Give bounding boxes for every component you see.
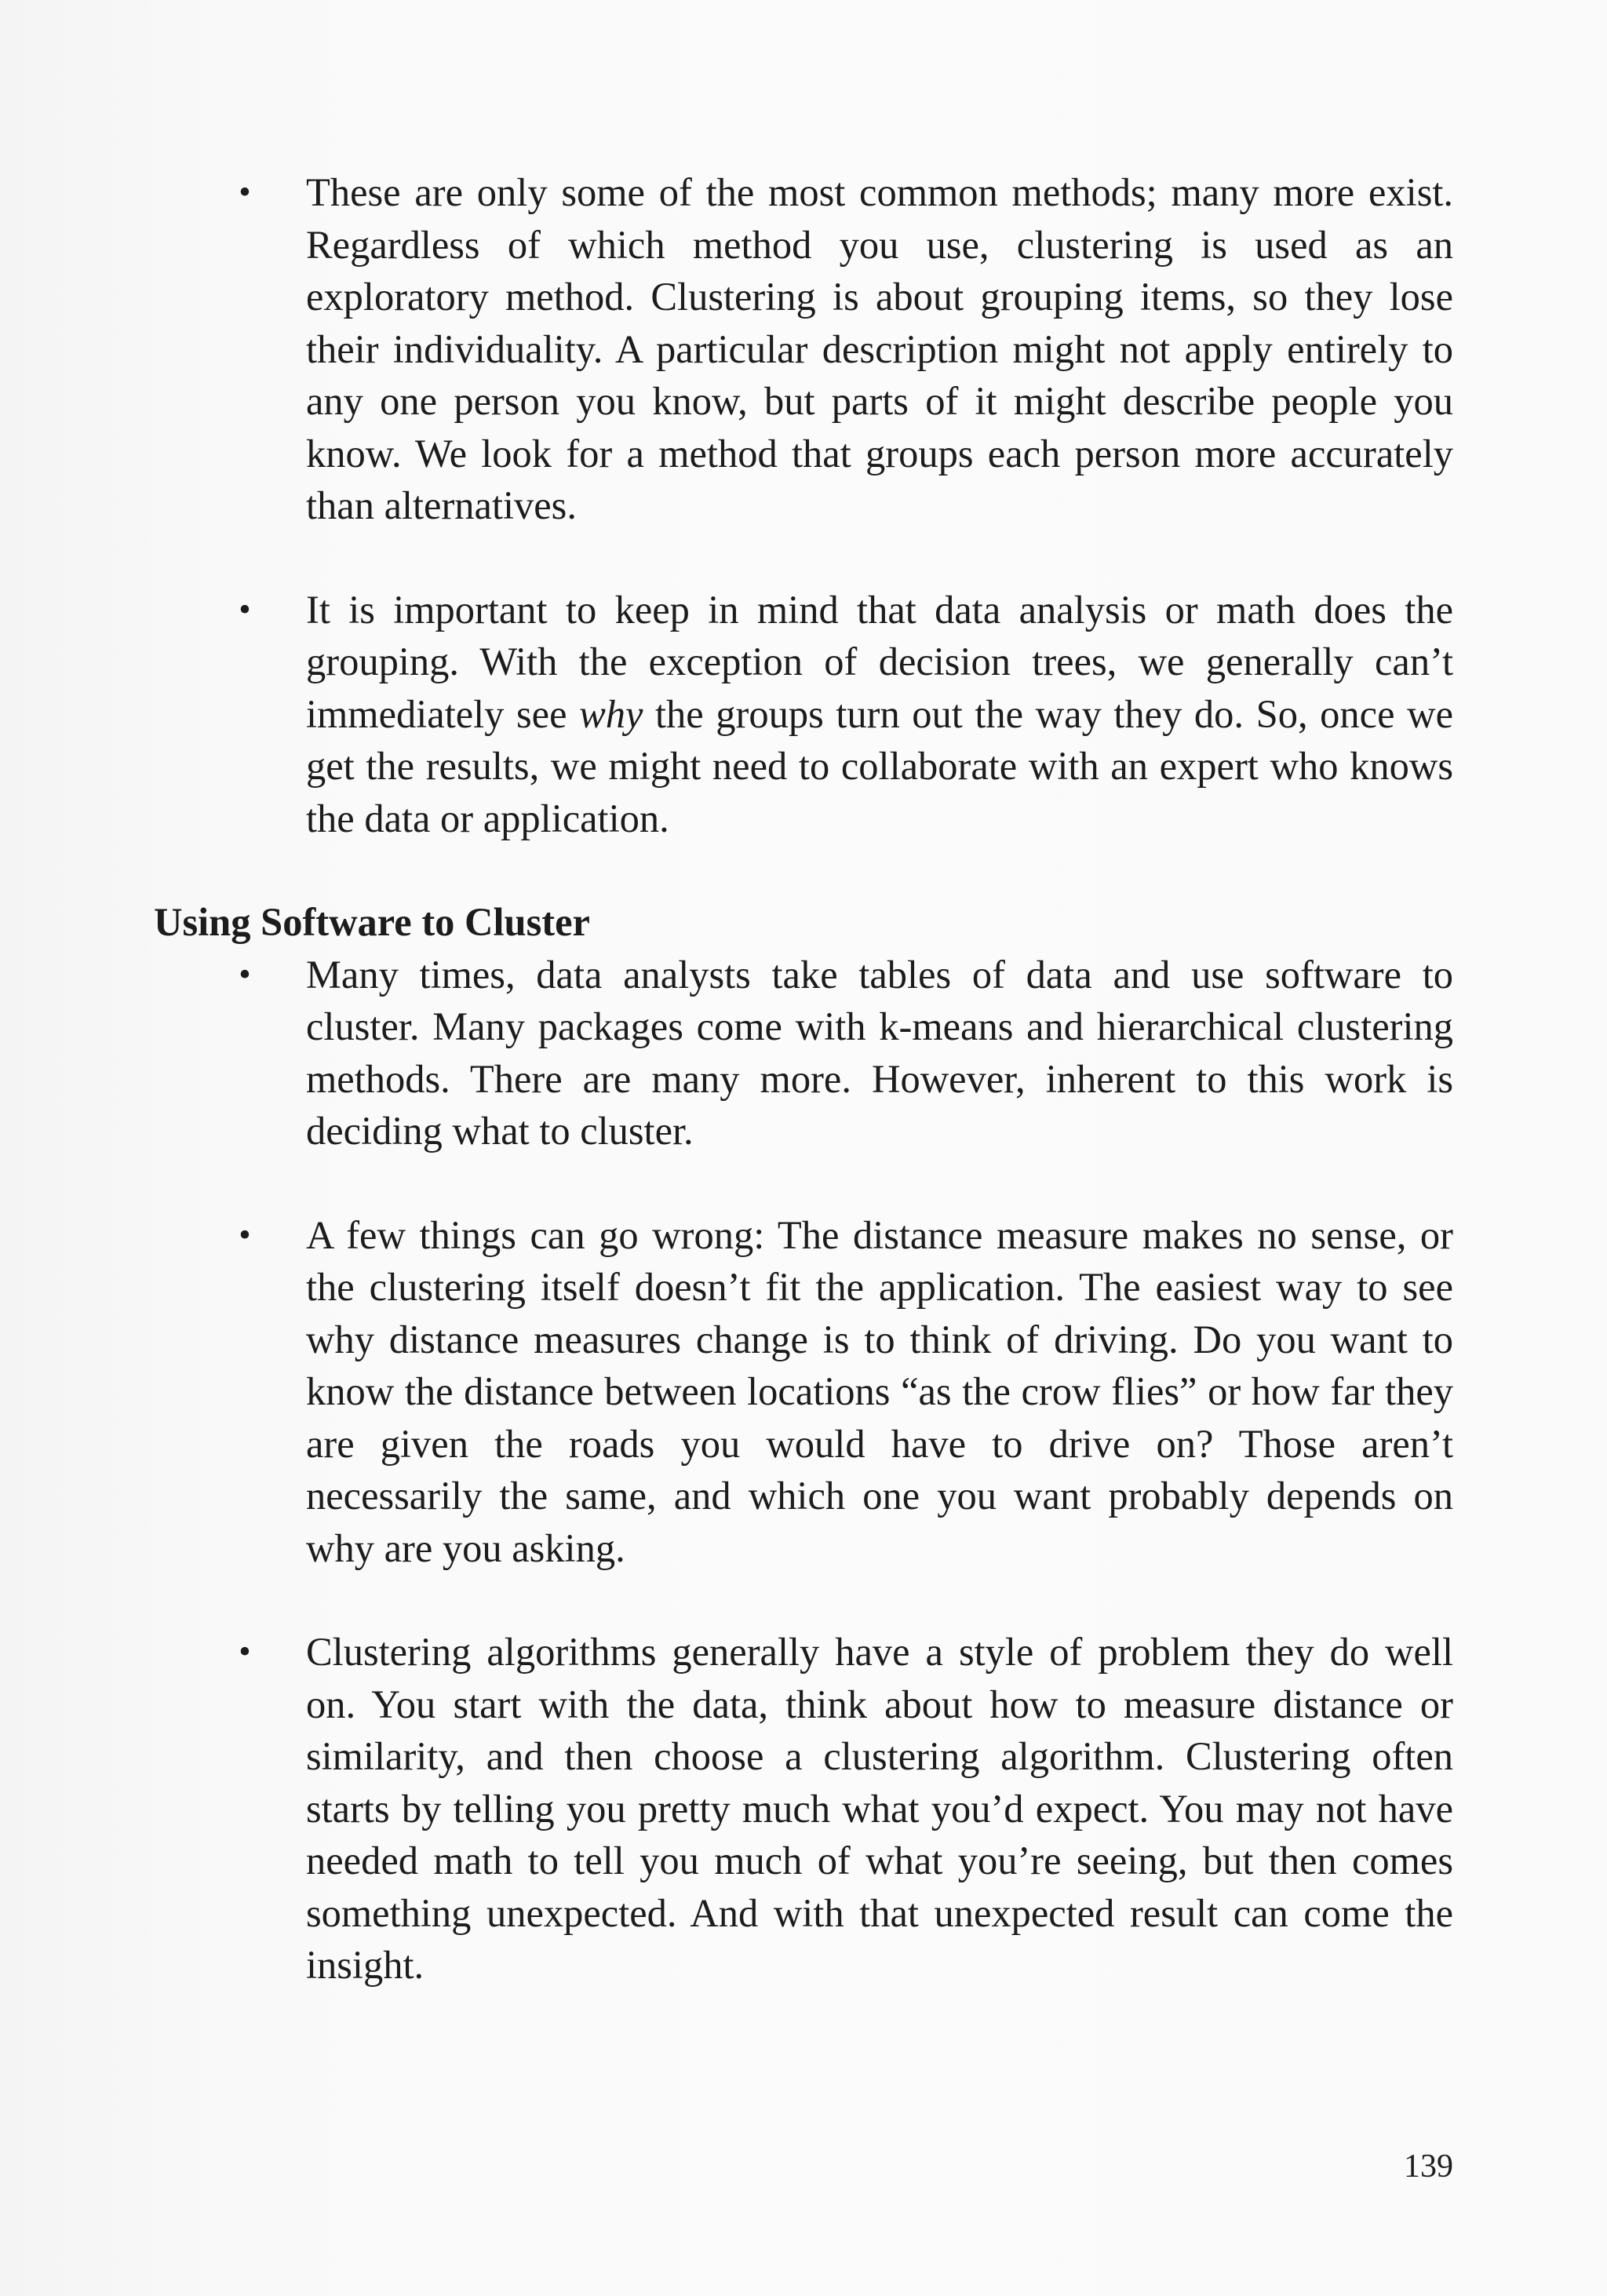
paragraph-text: A few things can go wrong: The distance measure makes no sense, or the clustering itself doesn’t fit the application. The easiest way to see why distance measures change is to think of driving. Do you want to know the distance between locations “as the crow flies” or how far they are given the roads you would have to drive on? Those aren’t necessarily the same, and which one you want probably depends on why are you asking. — [306, 1212, 1453, 1570]
page-content — [154, 166, 1453, 1992]
list-item — [154, 584, 1453, 845]
list-item — [154, 949, 1453, 1157]
list-item — [154, 166, 1453, 532]
emphasis-text: why — [579, 691, 643, 736]
bullet-icon: • — [239, 1632, 251, 1671]
paragraph-text: Clustering algorithms generally have a style of problem they do well on. You start with the data, think about how to measure distance or similarity, and then choose a clustering algorithm. Clustering often starts by telling you pretty much what you’d expect. You may not have needed math to tell you much of what you’re seeing, but then comes something unexpected. And with that unexpected result can come the insight. — [306, 1630, 1453, 1987]
list-item — [154, 1626, 1453, 1992]
page-number: 139 — [1404, 2148, 1453, 2185]
bullet-icon: • — [239, 589, 251, 629]
bullet-list-intro — [154, 166, 1453, 844]
paragraph-text-part: the groups turn out the way they do. So, once we get the results, we might need to collaborate with an expert who knows the data or application. — [306, 691, 1453, 840]
paragraph-text — [306, 584, 1453, 845]
bullet-icon: • — [239, 954, 251, 993]
paragraph-text-part: It is important to keep in mind that data analysis or math does the grouping. With the exception of decision trees, we generally can’t immediately see — [306, 587, 1453, 736]
paragraph-text: Many times, data analysts take tables of data and use software to cluster. Many packages come with k-means and hierarchical clustering methods. There are many more. However, inherent to this work is deciding what to cluster. — [306, 952, 1453, 1153]
list-item — [154, 1209, 1453, 1575]
paragraph-text: These are only some of the most common methods; many more exist. Regardless of which method you use, clustering is used as an exploratory method. Clustering is about grouping items, so they lose their individuality. A particular description might not apply entirely to any one person you know, but parts of it might describe people you know. We look for a method that groups each person more accurately than alternatives. — [306, 170, 1453, 527]
section-heading: Using Software to Cluster — [154, 900, 590, 944]
bullet-icon: • — [239, 173, 251, 211]
bullet-list-software — [154, 949, 1453, 1992]
bullet-icon: • — [239, 1215, 251, 1254]
